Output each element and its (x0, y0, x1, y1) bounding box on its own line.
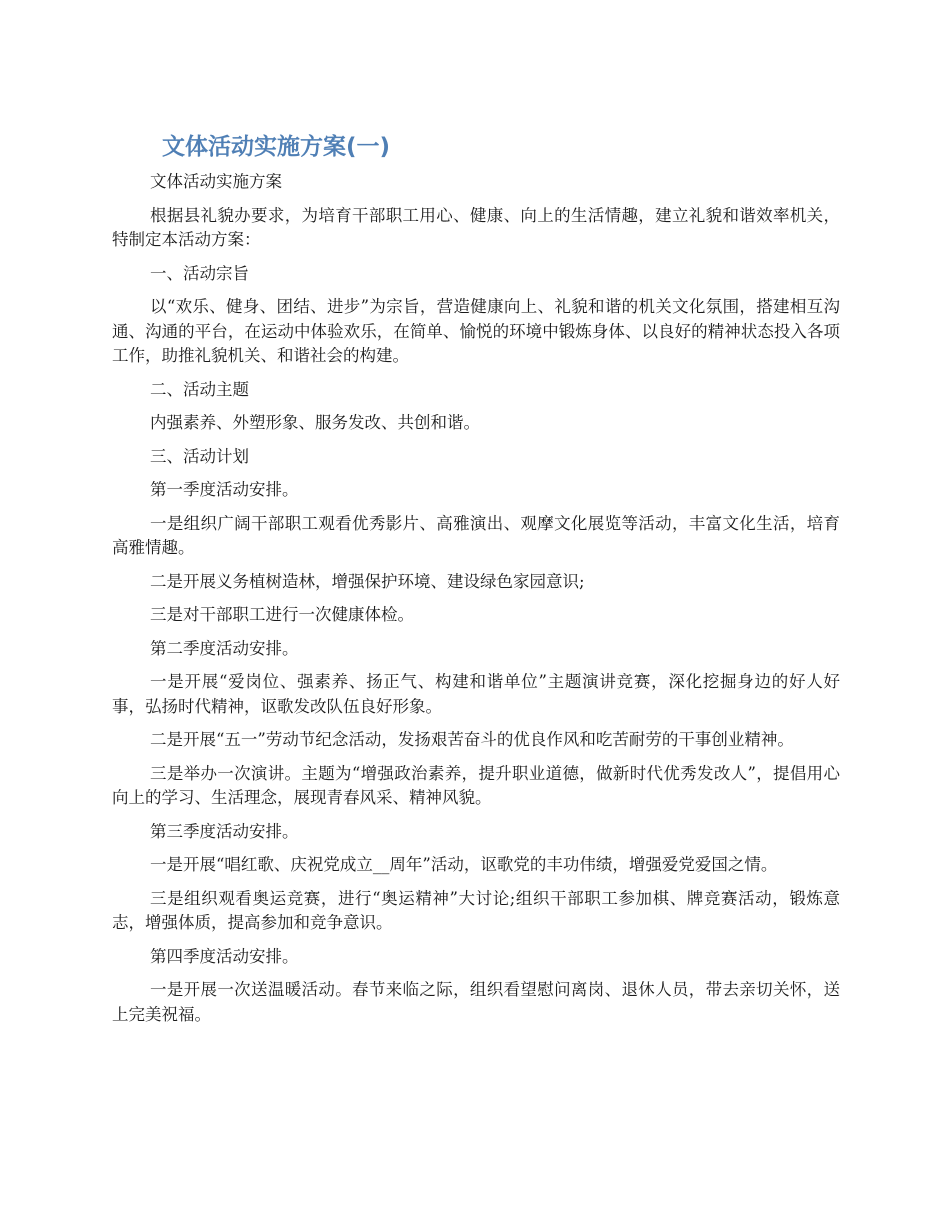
paragraph: 三是对干部职工进行一次健康体检。 (150, 605, 414, 624)
section-heading: 三、活动计划 (150, 446, 249, 466)
paragraph: 一是组织广阔干部职工观看优秀影片、高雅演出、观摩文化展览等活动，丰富文化生活，培育高雅情趣。 (112, 513, 840, 557)
paragraph: 二是开展义务植树造林，增强保护环境、建设绿色家园意识; (150, 571, 585, 591)
document-title: 文体活动实施方案(一) (162, 134, 391, 160)
paragraph: 一是开展“爱岗位、强素养、扬正气、构建和谐单位”主题演讲竞赛，深化挖掘身边的好人好事，弘扬时代精神，讴歌发改队伍良好形象。 (112, 672, 840, 716)
section-heading: 二、活动主题 (150, 379, 249, 399)
section-heading: 一、活动宗旨 (150, 263, 249, 283)
paragraph: 文体活动实施方案 (150, 172, 282, 191)
paragraph: 一是开展“唱红歌、庆祝党成立__周年”活动，讴歌党的丰功伟绩，增强爱党爱国之情。 (150, 855, 778, 874)
quarter-heading: 第一季度活动安排。 (150, 480, 299, 499)
paragraph: 内强素养、外塑形象、服务发改、共创和谐。 (150, 413, 480, 432)
paragraph: 以“欢乐、健身、团结、进步”为宗旨，营造健康向上、礼貌和谐的机关文化氛围，搭建相互沟通、沟通的平台，在运动中体验欢乐，在简单、愉悦的环境中锻炼身体、以良好的精神状态投入各项工作，助推礼貌机关、和谐社会的构建。 (112, 297, 840, 365)
paragraph: 二是开展“五一”劳动节纪念活动，发扬艰苦奋斗的优良作风和吃苦耐劳的干事创业精神。 (150, 730, 794, 749)
quarter-heading: 第三季度活动安排。 (150, 821, 299, 841)
quarter-heading: 第四季度活动安排。 (150, 946, 299, 966)
paragraph: 根据县礼貌办要求，为培育干部职工用心、健康、向上的生活情趣，建立礼貌和谐效率机关，特制定本活动方案： (112, 205, 840, 249)
paragraph: 三是组织观看奥运竞赛，进行“奥运精神”大讨论;组织干部职工参加棋、牌竞赛活动，锻炼意志，增强体质，提高参加和竞争意识。 (112, 888, 840, 932)
paragraph: 三是举办一次演讲。主题为“增强政治素养，提升职业道德，做新时代优秀发改人”，提倡用心向上的学习、生活理念，展现青春风采、精神风貌。 (112, 763, 840, 807)
document-body (112, 170, 840, 1036)
quarter-heading: 第二季度活动安排。 (150, 638, 299, 658)
paragraph: 一是开展一次送温暖活动。春节来临之际，组织看望慰问离岗、退休人员，带去亲切关怀，送上完美祝福。 (112, 980, 840, 1024)
